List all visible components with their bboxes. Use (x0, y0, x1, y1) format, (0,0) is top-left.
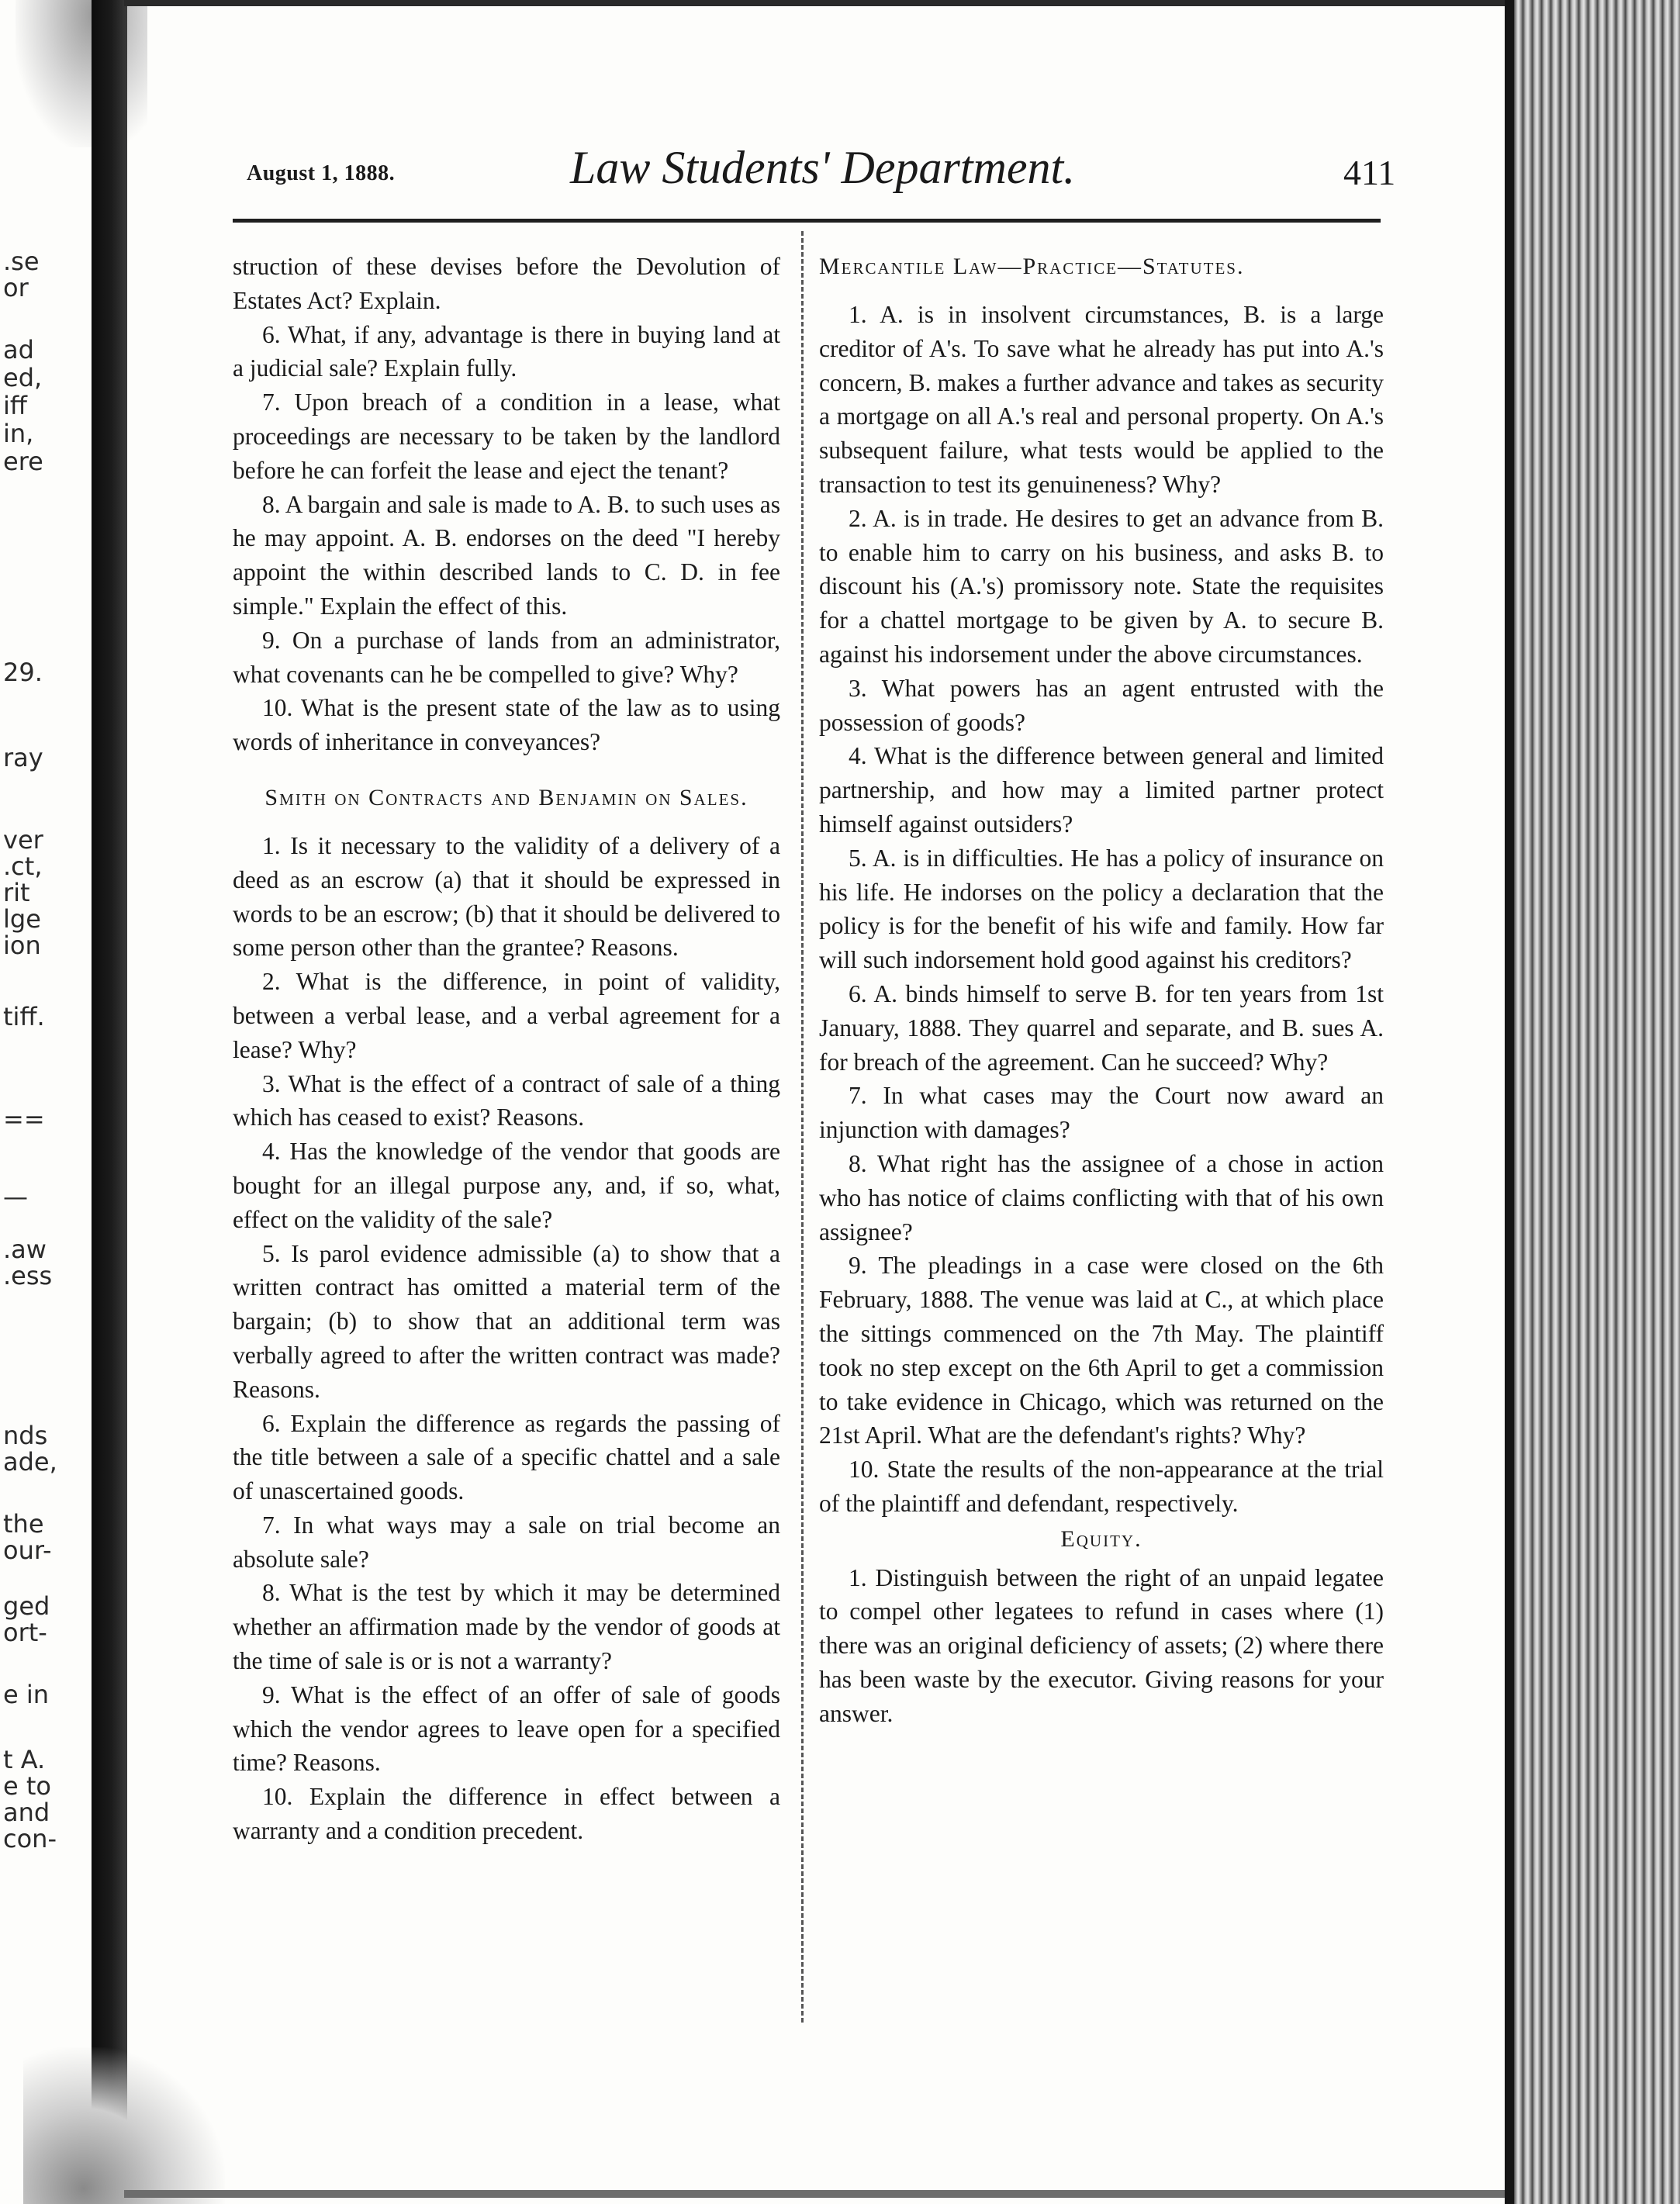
margin-fragment: ver (3, 825, 43, 855)
question-paragraph: 5. Is parol evidence admissible (a) to show that a written contract has omitted a material term of the bargain; (b) to show that an additional term was verbally agreed to after the written contract was made? Reasons. (233, 1239, 780, 1403)
margin-fragment: our- (3, 1536, 52, 1565)
margin-fragment: 29. (3, 658, 43, 687)
left-column (233, 250, 780, 1848)
margin-fragment: ere (3, 447, 43, 476)
margin-fragment: t A. (3, 1745, 46, 1774)
margin-fragment: in, (3, 419, 34, 448)
question-paragraph: 10. What is the present state of the law as to using words of inheritance in conveyances? (233, 694, 780, 756)
margin-fragment: the (3, 1509, 44, 1539)
margin-fragment: ade, (3, 1447, 57, 1477)
margin-fragment: and (3, 1798, 50, 1827)
margin-fragment: .ct, (3, 852, 43, 881)
question-paragraph: 3. What is the effect of a contract of sale of a thing which has ceased to exist? Reasons. (233, 1069, 780, 1131)
scan-shadow-bottom (23, 2047, 225, 2204)
question-paragraph: 8. What is the test by which it may be determined whether an affirmation made by the vendor of goods at the time of sale is or is not a warranty? (233, 1579, 780, 1675)
question-paragraph: 4. What is the difference between general and limited partnership, and how may a limited partner protect himself against outsiders? (819, 742, 1384, 838)
margin-fragment: iff (3, 391, 27, 420)
page-stack-edge (1514, 0, 1680, 2204)
column-divider (801, 231, 804, 2023)
page-number: 411 (1343, 153, 1396, 192)
margin-fragment: ray (3, 743, 43, 772)
margin-fragment: ad (3, 335, 34, 364)
question-paragraph: 9. What is the effect of an offer of sale of goods which the vendor agrees to leave open for a specified time? Reasons. (233, 1681, 780, 1777)
scan-shadow-top (16, 0, 147, 147)
book-spine (92, 0, 127, 2204)
question-paragraph: 5. A. is in difficulties. He has a policy of insurance on his life. He indorses on the policy a declaration that the policy is for the benefit of his wife and family. How far will such indorsement hold good against his creditors? (819, 844, 1384, 974)
question-paragraph: 7. Upon breach of a condition in a lease, what proceedings are necessary to be taken by the landlord before he can forfeit the lease and eject the tenant? (233, 389, 780, 484)
question-paragraph: 1. Is it necessary to the validity of a delivery of a deed as an escrow (a) that it should be expressed in words to be an escrow; (b) that it should be delivered to some person other than the grantee? Reasons. (233, 831, 780, 962)
margin-fragment: nds (3, 1421, 48, 1450)
question-paragraph: 2. A. is in trade. He desires to get an advance from B. to enable him to carry on his business, and asks B. to discount his (A.'s) promissory note. State the requisites for a chattel mortgage to be given by A. to secure B. against his indorsement under the above circumstances. (819, 504, 1384, 668)
question-paragraph: 1. Distinguish between the right of an unpaid legatee to compel other legatees to refund in cases where (1) there was an original deficiency of assets; (2) where there has been waste by the executor. Giving reasons for your answer. (819, 1563, 1384, 1727)
question-paragraph: 8. What right has the assignee of a chose in action who has notice of claims conflicting with that of his own assignee? (819, 1149, 1384, 1245)
right-column (819, 250, 1384, 1731)
margin-fragment: ion (3, 931, 41, 960)
margin-fragment: e to (3, 1771, 51, 1801)
question-paragraph: 10. State the results of the non-appearance at the trial of the plaintiff and defendant, respectively. (819, 1456, 1384, 1517)
scan-top-edge (124, 0, 1505, 6)
margin-fragment: ed, (3, 363, 43, 392)
header-rule (233, 219, 1381, 223)
margin-fragment: rit (3, 878, 30, 907)
equity-questions (819, 1561, 1384, 1731)
question-paragraph: 7. In what ways may a sale on trial become an absolute sale? (233, 1511, 780, 1573)
section-heading-equity: Equity. (1060, 1525, 1142, 1552)
margin-fragment: .se (3, 247, 40, 276)
margin-fragment: lge (3, 904, 41, 934)
margin-fragment: == (3, 1104, 45, 1134)
question-paragraph: 4. Has the knowledge of the vendor that goods are bought for an illegal purpose any, and, if so, what, effect on the validity of the sale? (233, 1138, 780, 1233)
margin-fragment: .aw (3, 1235, 47, 1264)
question-paragraph: 9. On a purchase of lands from an administrator, what covenants can he be compelled to give? Why? (233, 626, 780, 688)
margin-fragment: tiff. (3, 1002, 45, 1031)
question-paragraph: 1. A. is in insolvent circumstances, B. is a large creditor of A's. To save what he already has put into A.'s concern, B. makes a further advance and takes as security a mortgage on all A.'s real and personal property. On A.'s subsequent failure, what tests would be applied to the transaction to test its genuineness? Why? (819, 301, 1384, 498)
question-paragraph: 3. What powers has an agent entrusted with the possession of goods? (819, 674, 1384, 736)
section-heading-mercantile: Mercantile Law—Practice—Statutes. (819, 254, 1245, 279)
scan-bottom-edge (124, 2190, 1505, 2198)
real-property-questions-continued (233, 250, 780, 759)
margin-fragment: or (3, 273, 29, 302)
question-paragraph: 6. What, if any, advantage is there in buying land at a judicial sale? Explain fully. (233, 320, 780, 382)
margin-fragment: ort- (3, 1618, 47, 1647)
question-paragraph: 7. In what cases may the Court now award an injunction with damages? (819, 1082, 1384, 1144)
contracts-questions (233, 829, 780, 1848)
question-paragraph: 6. A. binds himself to serve B. for ten years from 1st January, 1888. They quarrel and separate, and B. sues A. for breach of the agreement. Can he succeed? Why? (819, 979, 1384, 1076)
margin-fragment: e in (3, 1680, 50, 1709)
section-heading-contracts: Smith on Contracts and Benjamin on Sales. (264, 784, 748, 810)
question-paragraph: struction of these devises before the Devolution of Estates Act? Explain. (233, 253, 780, 314)
question-paragraph: 8. A bargain and sale is made to A. B. to such uses as he may appoint. A. B. endorses on the deed "I hereby appoint the within described lands to C. D. in fee simple." Explain the effect of this. (233, 490, 780, 620)
question-paragraph: 2. What is the difference, in point of validity, between a verbal lease, and a verbal agreement for a lease? Why? (233, 968, 780, 1063)
question-paragraph: 9. The pleadings in a case were closed on the 6th February, 1888. The venue was laid at C., at which place the sittings commenced on the 7th May. The plaintiff took no step except on the 6th April to get a commission to take evidence in Chicago, which was returned on the 21st April. What are the defendant's rights? Why? (819, 1252, 1384, 1449)
margin-fragment: ged (3, 1591, 50, 1621)
question-paragraph: 10. Explain the difference in effect between a warranty and a condition precedent. (233, 1783, 780, 1845)
margin-fragment: con- (3, 1824, 57, 1853)
mercantile-questions (819, 298, 1384, 1521)
running-head-date: August 1, 1888. (247, 161, 396, 185)
margin-fragment: — (3, 1182, 28, 1211)
question-paragraph: 6. Explain the difference as regards the passing of the title between a sale of a specific chattel and a sale of unascertained goods. (233, 1409, 780, 1505)
margin-fragment: .ess (3, 1261, 53, 1290)
running-head-title: Law Students' Department. (570, 142, 1076, 193)
